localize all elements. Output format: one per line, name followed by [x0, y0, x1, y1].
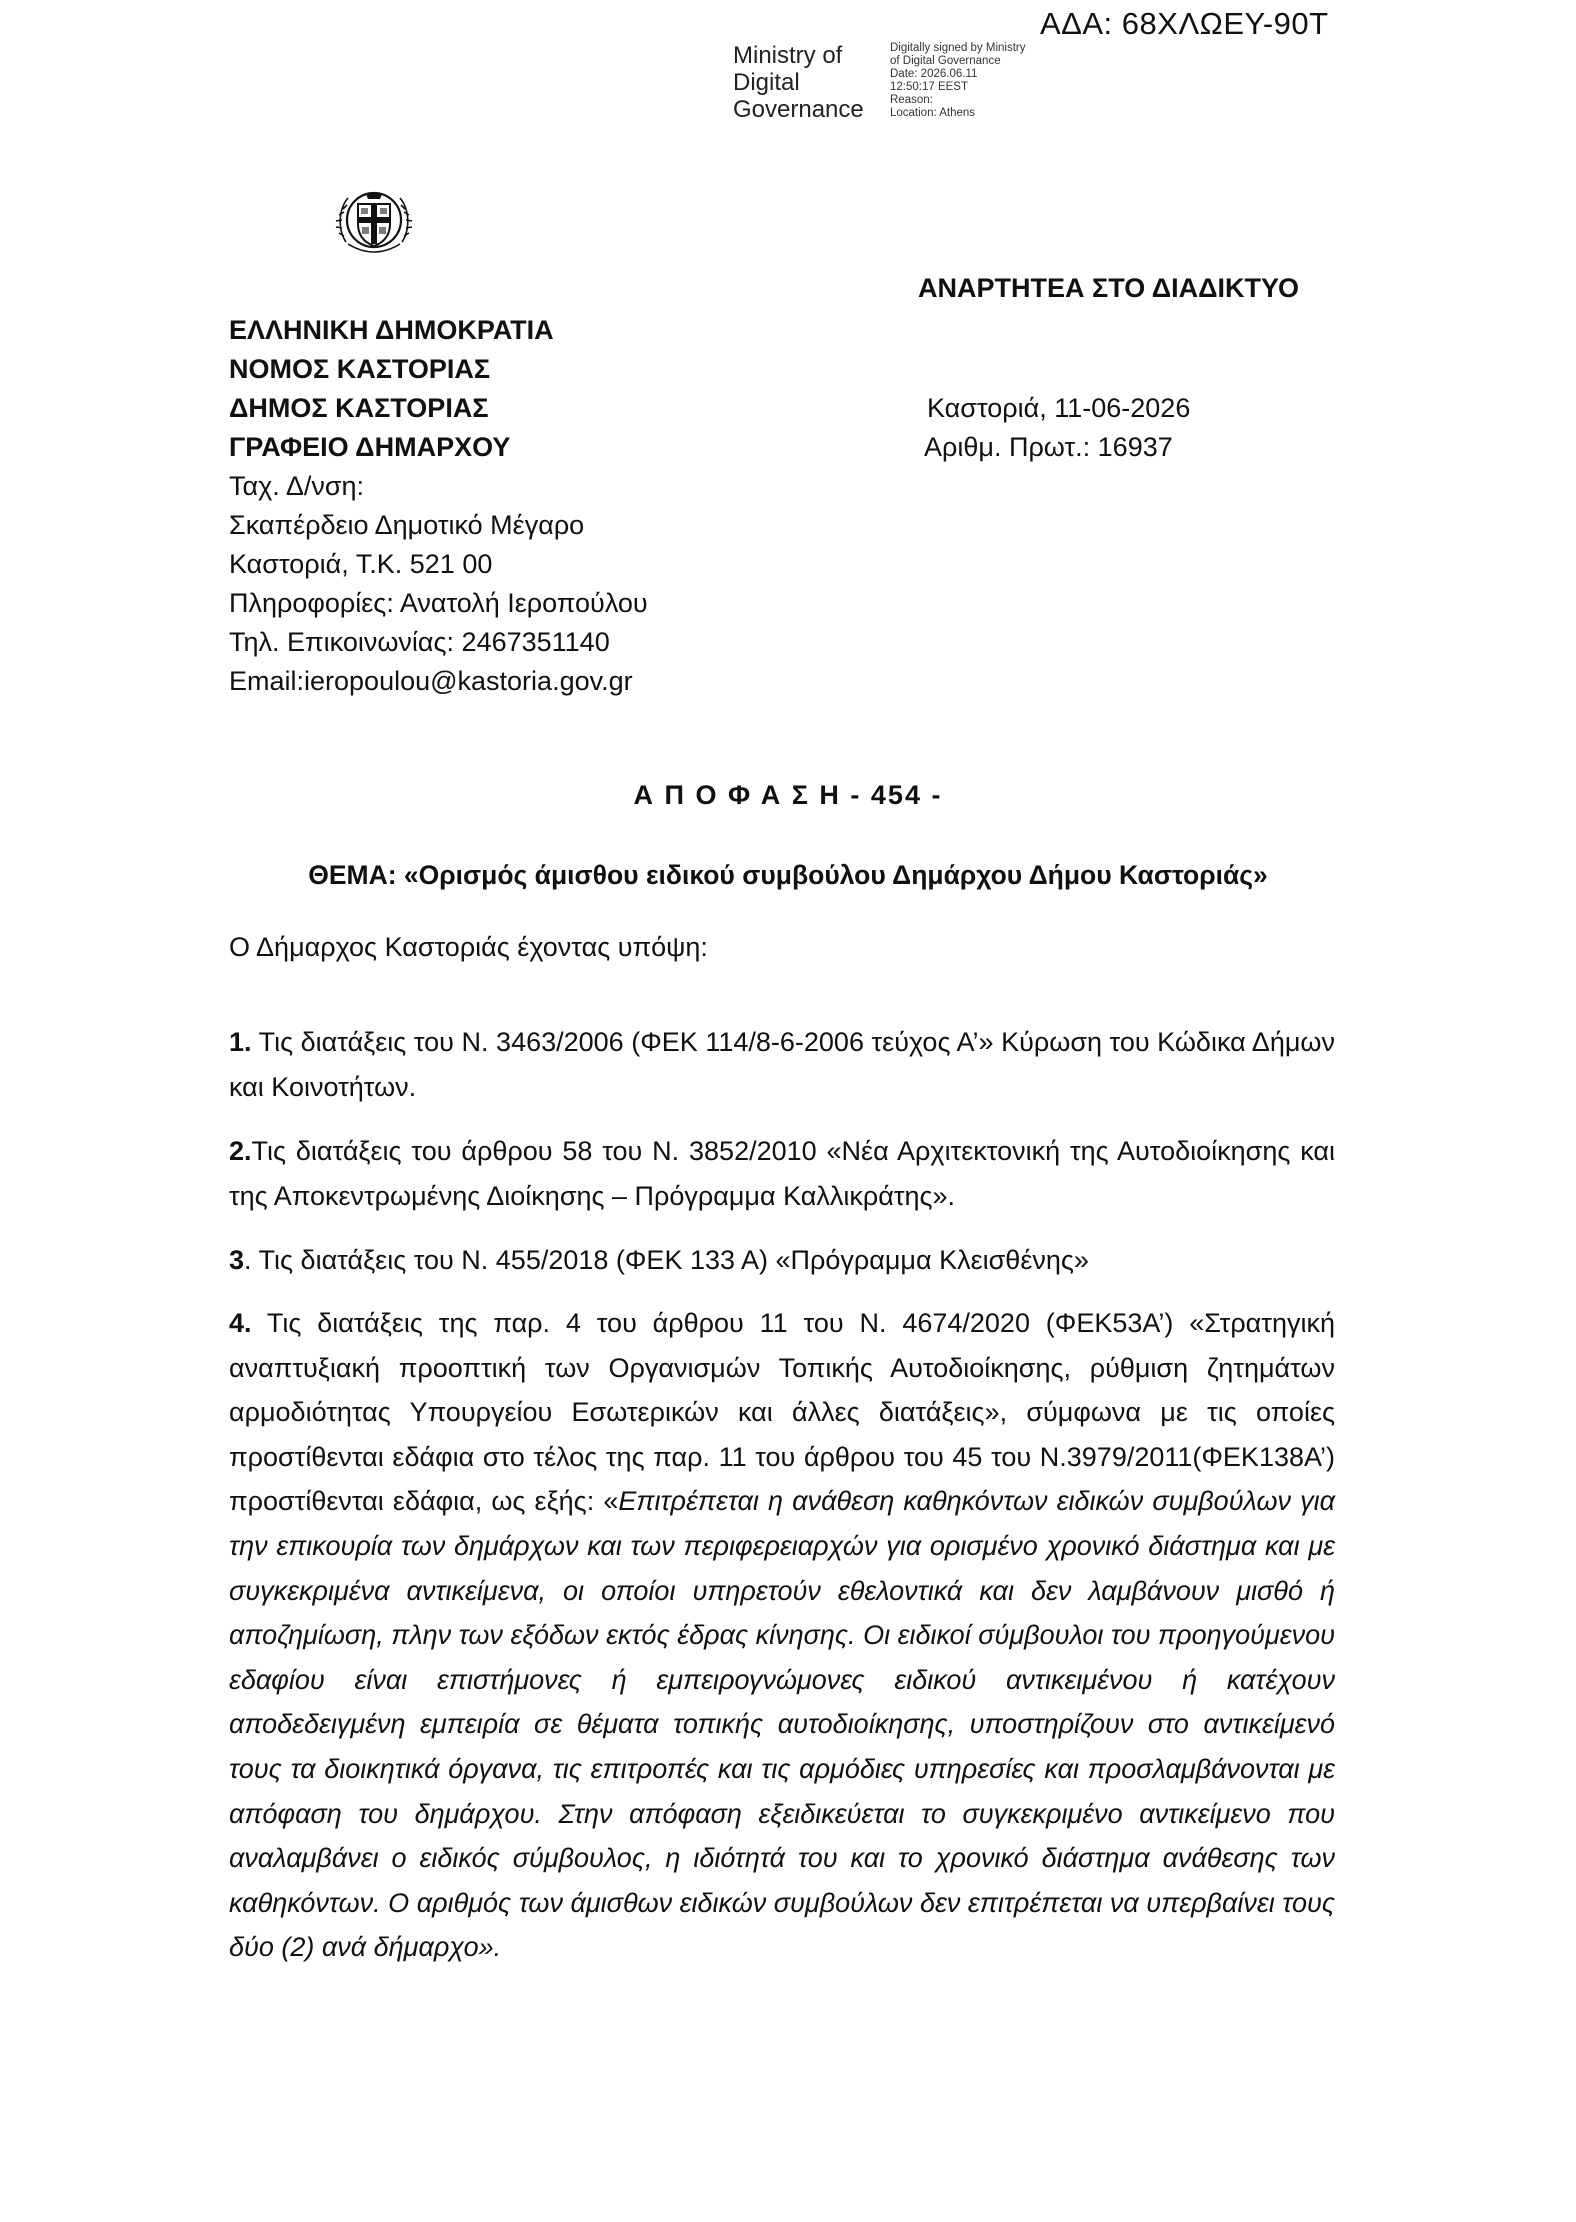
clause-item — [229, 1238, 1335, 1283]
signature-details — [890, 42, 1026, 120]
sender-email-line: Email:ieropoulou@kastoria.gov.gr — [229, 666, 633, 696]
clause-text: Τις διατάξεις του άρθρου 58 του Ν. 3852/2010 «Νέα Αρχιτεκτονική της Αυτοδιοίκησης και της Αποκεντρωμένης Διοίκησης – Πρόγραμμα Καλλικράτης». — [229, 1136, 1335, 1211]
sender-block — [229, 311, 648, 701]
clause-item — [229, 1129, 1335, 1218]
signature-org — [733, 42, 864, 123]
place-date: Καστοριά, 11-06-2026 — [927, 393, 1191, 423]
clause-number: 4. — [229, 1307, 252, 1338]
signature-detail-line: Reason: — [890, 94, 933, 106]
clause-item — [229, 1301, 1335, 1970]
clause-number: 2. — [229, 1136, 252, 1167]
clause-text: Τις διατάξεις του Ν. 3463/2006 (ΦΕΚ 114/8-6-2006 τεύχος Α’» Κύρωση του Κώδικα Δήμων και Κοινοτήτων. — [229, 1027, 1335, 1102]
sender-heading-line: ΓΡΑΦΕΙΟ ΔΗΜΑΡΧΟΥ — [229, 432, 511, 462]
ada-code: ΑΔΑ: 68ΧΛΩΕΥ-90Τ — [1040, 6, 1329, 41]
clause-quote: Επιτρέπεται η ανάθεση καθηκόντων ειδικών συμβούλων για την επικουρία των δημάρχων και των περιφερειαρχών για ορισμένο χρονικό διάστημα και με συγκεκριμένα αντικείμενα, οι οποίοι υπηρετούν εθελοντικά και δεν λαμβάνουν μισθό ή αποζημίωση, πλην των εξόδων εκτός έδρας κίνησης. Οι ειδικοί σύμβουλοι του προηγούμενου εδαφίου είναι επιστήμονες ή εμπειρογνώμονες ειδικού αντικειμένου ή κατέχουν αποδεδειγμένη εμπειρία σε θέματα τοπικής αυτοδιοίκησης, υποστηρίζουν στο αντικείμενό τους τα διοικητικά όργανα, τις επιτροπές και τις αρμόδιες υπηρεσίες και προσλαμβάνονται με απόφαση του δημάρχου. Στην απόφαση εξειδικεύεται το συγκεκριμένο αντικείμενο που αναλαμβάνει ο ειδικός σύμβουλος, η ιδιότητά του και το χρονικό διάστημα ανάθεσης των καθηκόντων. Ο αριθμός των άμισθων ειδικών συμβούλων δεν επιτρέπεται να υπερβαίνει τους δύο (2) ανά δήμαρχο». — [229, 1486, 1335, 1963]
clause-number: 1. — [229, 1027, 252, 1057]
sender-phone-line: Τηλ. Επικοινωνίας: 2467351140 — [229, 627, 610, 657]
sender-address-line: Καστοριά, Τ.Κ. 521 00 — [229, 549, 493, 579]
decision-title: Α Π Ο Φ Α Σ Η - 454 - — [633, 780, 943, 810]
document-meta — [924, 389, 1191, 467]
clauses-list — [229, 1020, 1335, 1990]
sender-heading-line: ΔΗΜΟΣ ΚΑΣΤΟΡΙΑΣ — [229, 393, 489, 423]
signature-org-line: Digital — [733, 69, 800, 96]
greek-state-emblem-icon — [332, 180, 416, 264]
intro-line: Ο Δήμαρχος Καστοριάς έχοντας υπόψη: — [229, 932, 708, 962]
post-online-note: ΑΝΑΡΤΗΤΕΑ ΣΤΟ ΔΙΑΔΙΚΤΥΟ — [918, 273, 1299, 303]
sender-contact-line: Πληροφορίες: Ανατολή Ιεροπούλου — [229, 588, 648, 618]
signature-org-line: Ministry of — [733, 42, 843, 69]
clause-number: 3 — [229, 1245, 245, 1276]
signature-detail-line: Location: Athens — [890, 107, 976, 119]
clause-text: . Τις διατάξεις του Ν. 455/2018 (ΦΕΚ 133 Α) «Πρόγραμμα Κλεισθένης» — [244, 1245, 1089, 1276]
sender-address-line: Ταχ. Δ/νση: — [229, 471, 365, 501]
clause-text: Τις διατάξεις της παρ. 4 του άρθρου 11 του Ν. 4674/2020 (ΦΕΚ53Α’) «Στρατηγική αναπτυξιακή προοπτική των Οργανισμών Τοπικής Αυτοδιοίκησης, ρύθμιση ζητημάτων αρμοδιότητας Υπουργείου Εσωτερικών και άλλες διατάξεις», σύμφωνα με τις οποίες προστίθενται εδάφια στο τέλος της παρ. 11 του άρθρου του 45 του Ν.3979/2011(ΦΕΚ138Α’) προστίθενται εδάφια, ως εξής: « — [229, 1307, 1335, 1517]
signature-detail-line: 12:50:17 EEST — [890, 81, 968, 93]
clause-item — [229, 1020, 1335, 1109]
sender-heading-line: ΝΟΜΟΣ ΚΑΣΤΟΡΙΑΣ — [229, 354, 491, 384]
signature-detail-line: Date: 2026.06.11 — [890, 68, 978, 80]
decision-subject: ΘΕΜΑ: «Ορισμός άμισθου ειδικού συμβούλου Δημάρχου Δήμου Καστοριάς» — [308, 860, 1268, 890]
sender-heading-line: ΕΛΛΗΝΙΚΗ ΔΗΜΟΚΡΑΤΙΑ — [229, 315, 554, 345]
signature-org-line: Governance — [733, 96, 864, 123]
protocol-number: Αριθμ. Πρωτ.: 16937 — [924, 432, 1173, 462]
signature-detail-line: Digitally signed by Ministry — [890, 42, 1026, 54]
sender-address-line: Σκαπέρδειο Δημοτικό Μέγαρο — [229, 510, 585, 540]
signature-detail-line: of Digital Governance — [890, 55, 1001, 67]
